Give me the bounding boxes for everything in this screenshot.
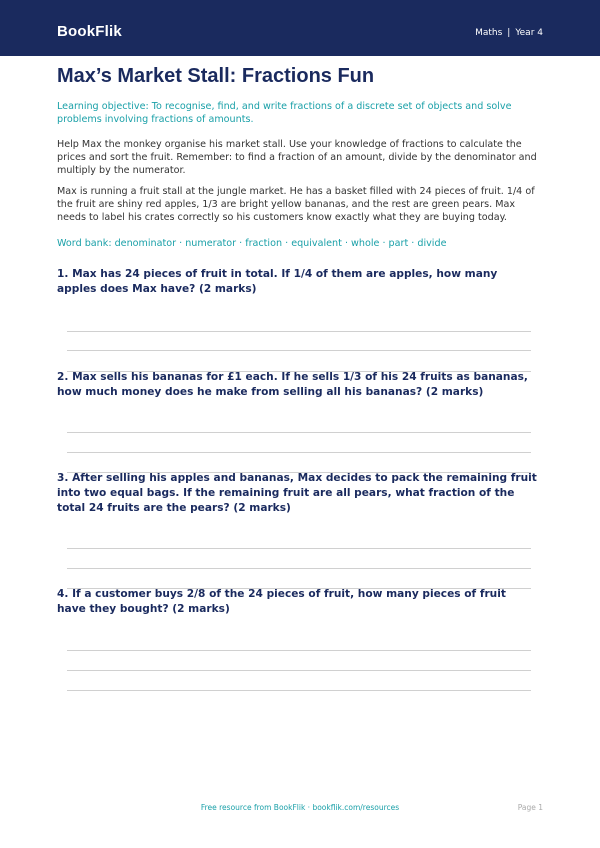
year-label: Year 4 xyxy=(515,28,543,38)
answer-line[interactable] xyxy=(67,452,531,453)
answer-line[interactable] xyxy=(67,568,531,569)
learning-objective: Learning objective: To recognise, find, and write fractions of a discrete set of objects and solve problems involving fractions of amounts. xyxy=(57,101,512,125)
page-number: Page 1 xyxy=(517,803,543,812)
page-title: Max’s Market Stall: Fractions Fun xyxy=(57,65,375,87)
intro-paragraph: Help Max the monkey organise his market stall. Use your knowledge of fractions to calculate the prices and sort the fruit. Remember: to find a fraction of an amount, divide by the denominator and multiply by the numerator. xyxy=(57,139,537,176)
answer-line[interactable] xyxy=(67,432,531,433)
answer-line[interactable] xyxy=(67,690,531,691)
question-4: 4. If a customer buys 2/8 of the 24 pieces of fruit, how many pieces of fruit have they bought? (2 marks) xyxy=(57,588,506,615)
word-bank: Word bank: denominator · numerator · fraction · equivalent · whole · part · divide xyxy=(57,238,447,249)
subject-separator: | xyxy=(507,28,511,38)
subject-label xyxy=(475,28,543,38)
subject-name: Maths xyxy=(475,28,503,38)
answer-line[interactable] xyxy=(67,548,531,549)
answer-line[interactable] xyxy=(67,650,531,651)
question-2: 2. Max sells his bananas for £1 each. If he sells 1/3 of his 24 fruits as bananas, how much money does he make from selling all his bananas? (2 marks) xyxy=(57,371,528,398)
scenario-paragraph: Max is running a fruit stall at the jungle market. He has a basket filled with 24 pieces of fruit. 1/4 of the fruit are shiny red apples, 1/3 are bright yellow bananas, and the rest are green pears. Max needs to label his crates correctly so his customers know exactly what they are buying today. xyxy=(57,186,535,223)
answer-line[interactable] xyxy=(67,670,531,671)
answer-line[interactable] xyxy=(67,331,531,332)
footer-credit[interactable]: Free resource from BookFlik · bookflik.com/resources xyxy=(200,803,400,812)
answer-line[interactable] xyxy=(67,350,531,351)
brand-logo: BookFlik xyxy=(57,23,122,40)
question-3: 3. After selling his apples and bananas, Max decides to pack the remaining fruit into two equal bags. If the remaining fruit are all pears, what fraction of the total 24 fruits are the pears? (2 marks) xyxy=(57,472,537,514)
header-bar xyxy=(0,0,600,56)
question-1: 1. Max has 24 pieces of fruit in total. If 1/4 of them are apples, how many apples does Max have? (2 marks) xyxy=(57,268,498,295)
